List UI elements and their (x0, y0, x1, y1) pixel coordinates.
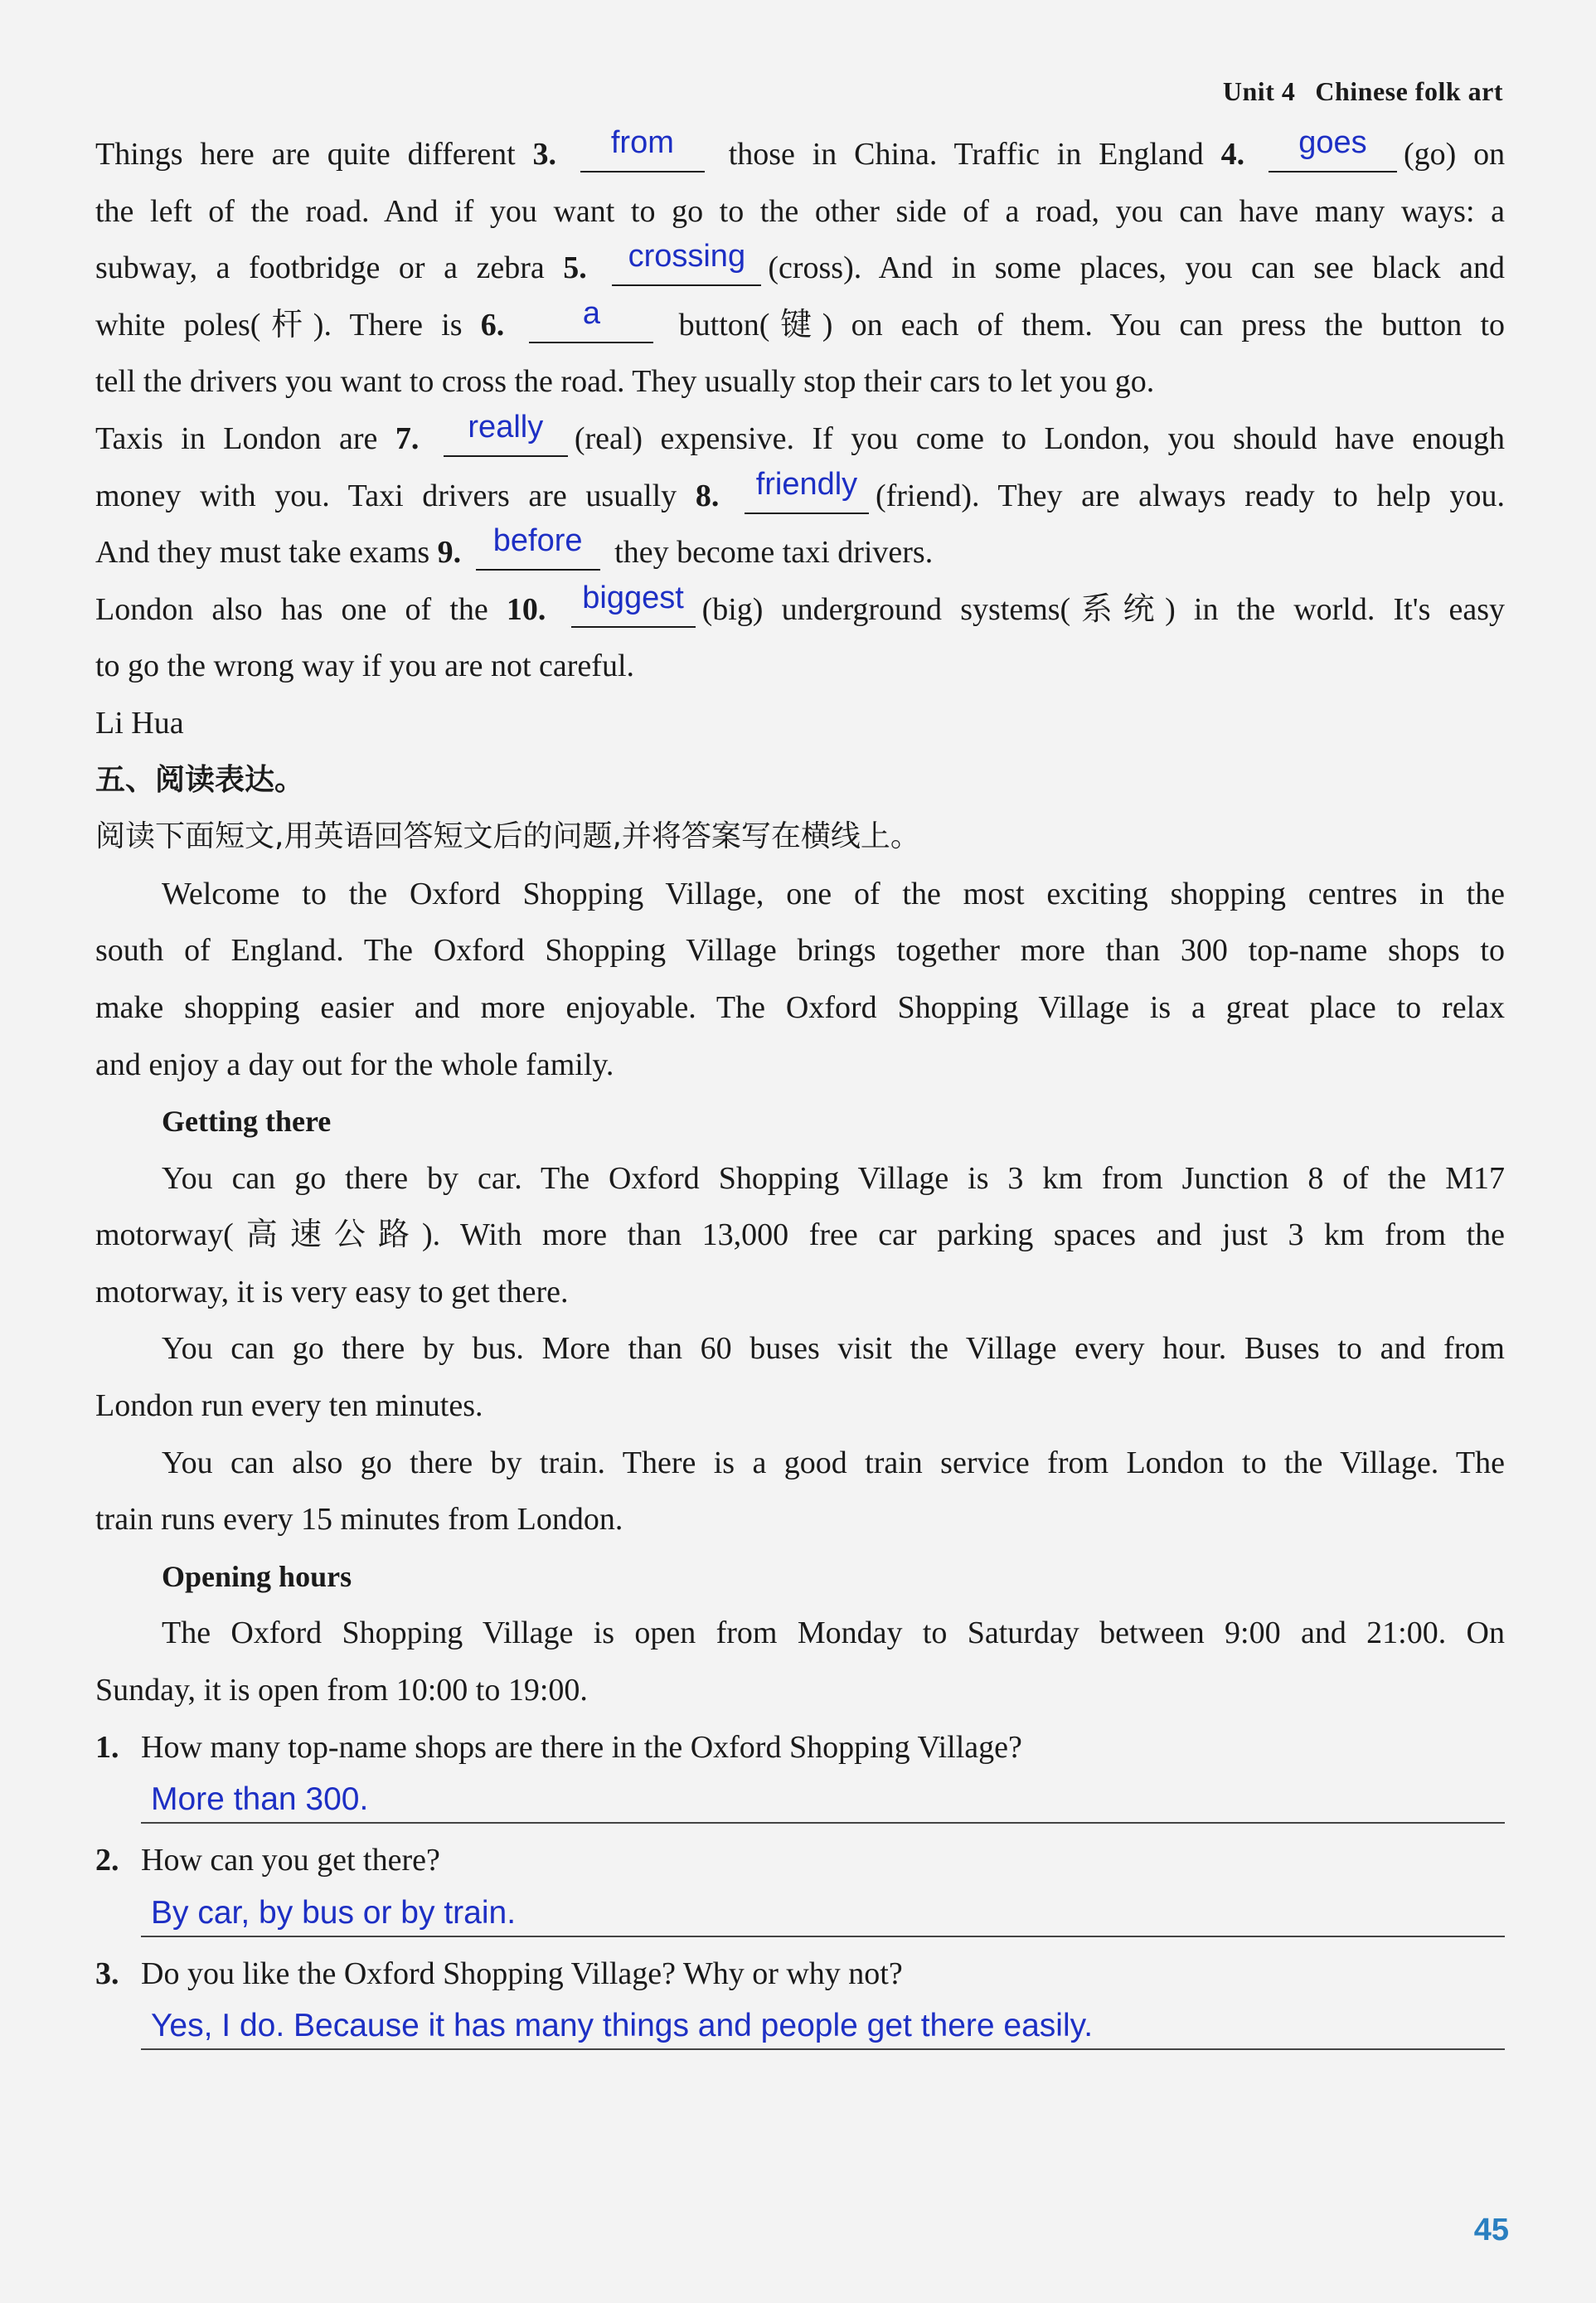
passage-line: make shopping easier and more enjoyable. The Oxford Shopping Village is a great place to relax (95, 989, 1505, 1025)
letter-line: London also has one of the 10. biggest (big) underground systems(系统) in the world. It's easy (95, 580, 1506, 627)
letter-line: the left of the road. And if you want to go to the other side of a road, you can have many ways: a (95, 193, 1505, 229)
passage-line: You can go there by car. The Oxford Shopping Village is 3 km from Junction 8 of the M17 (162, 1160, 1505, 1196)
letter-line: money with you. Taxi drivers are usually 8. friendly (friend). They are always ready to help you. (95, 466, 1505, 513)
letter-line: Things here are quite different 3. from those in China. Traffic in England 4. goes (go) on (95, 125, 1506, 172)
answer-8: friendly (755, 466, 858, 502)
passage-line: You can go there by bus. More than 60 buses visit the Village every hour. Buses to and from (162, 1331, 1505, 1367)
answer-6: a (582, 295, 601, 331)
letter-signature: Li Hua (95, 705, 184, 741)
section-title: 五、阅读表达。 (95, 762, 305, 797)
answer-3: from (610, 125, 674, 160)
blank-7[interactable] (444, 409, 568, 457)
question-2: 2. How can you get there? By car, by bus or by train. (95, 1832, 1505, 1937)
answer-field-3[interactable] (141, 2002, 1505, 2050)
question-text: How can you get there? (141, 1843, 440, 1878)
passage-line: motorway(高速公路). With more than 13,000 free car parking spaces and just 3 km from the (95, 1217, 1505, 1253)
subheading-getting-there: Getting there (162, 1105, 332, 1139)
letter-line: tell the drivers you want to cross the road. They usually stop their cars to let you go. (95, 364, 1155, 400)
letter-line: white poles(杆). There is 6. a button(键) on each of them. You can press the button to (95, 295, 1506, 343)
blank-5[interactable] (612, 239, 761, 286)
answer-text: More than 300. (151, 1781, 369, 1818)
answer-10: biggest (582, 580, 684, 615)
passage-line: south of England. The Oxford Shopping Village brings together more than 300 top-name shops to (95, 933, 1505, 969)
page-content (95, 126, 1505, 2058)
question-3: 3. Do you like the Oxford Shopping Village? Why or why not? Yes, I do. Because it has many things and people get there easily. (95, 1946, 1505, 2051)
blank-9[interactable] (476, 523, 600, 571)
answer-field-2[interactable] (141, 1889, 1505, 1937)
blank-3[interactable] (580, 125, 705, 172)
answer-4: goes (1298, 125, 1367, 160)
passage-line: Welcome to the Oxford Shopping Village, one of the most exciting shopping centres in the (162, 876, 1505, 911)
answer-text: Yes, I do. Because it has many things and people get there easily. (151, 2008, 1094, 2044)
blank-4[interactable] (1269, 125, 1397, 172)
unit-title: Chinese folk art (1315, 76, 1503, 106)
question-text: How many top-name shops are there in the Oxford Shopping Village? (141, 1729, 1022, 1765)
passage-line: and enjoy a day out for the whole family. (95, 1047, 614, 1082)
passage-line: The Oxford Shopping Village is open from Monday to Saturday between 9:00 and 21:00. On (162, 1616, 1505, 1651)
passage-line: motorway, it is very easy to get there. (95, 1274, 569, 1309)
letter-line: And they must take exams 9. before they become taxi drivers. (95, 523, 934, 571)
letter-line: to go the wrong way if you are not careful. (95, 649, 635, 684)
passage-line: London run every ten minutes. (95, 1388, 483, 1424)
answer-text: By car, by bus or by train. (151, 1894, 517, 1931)
passage-line: You can also go there by train. There is a good train service from London to the Village. The (162, 1445, 1505, 1480)
answer-5: crossing (628, 239, 746, 275)
blank-6[interactable] (529, 295, 653, 343)
blank-8[interactable] (745, 466, 869, 514)
passage-line: train runs every 15 minutes from London. (95, 1502, 623, 1538)
letter-line: subway, a footbridge or a zebra 5. crossing (cross). And in some places, you can see black and (95, 239, 1506, 286)
passage-line: Sunday, it is open from 10:00 to 19:00. (95, 1673, 588, 1708)
page-header (1223, 76, 1503, 107)
question-text: Do you like the Oxford Shopping Village? Why or why not? (141, 1956, 903, 1991)
unit-label: Unit 4 (1222, 76, 1296, 106)
page-number: 45 (1473, 2213, 1509, 2247)
answer-field-1[interactable] (141, 1776, 1505, 1824)
section-instruction: 阅读下面短文,用英语回答短文后的问题,并将答案写在横线上。 (95, 819, 920, 854)
question-1: 1. How many top-name shops are there in the Oxford Shopping Village? More than 300. (95, 1719, 1505, 1824)
subheading-opening-hours: Opening hours (162, 1559, 352, 1593)
answer-7: really (468, 409, 544, 445)
answer-9: before (492, 523, 583, 559)
blank-10[interactable] (571, 580, 696, 628)
letter-line: Taxis in London are 7. really (real) expensive. If you come to London, you should have enough (95, 409, 1506, 456)
